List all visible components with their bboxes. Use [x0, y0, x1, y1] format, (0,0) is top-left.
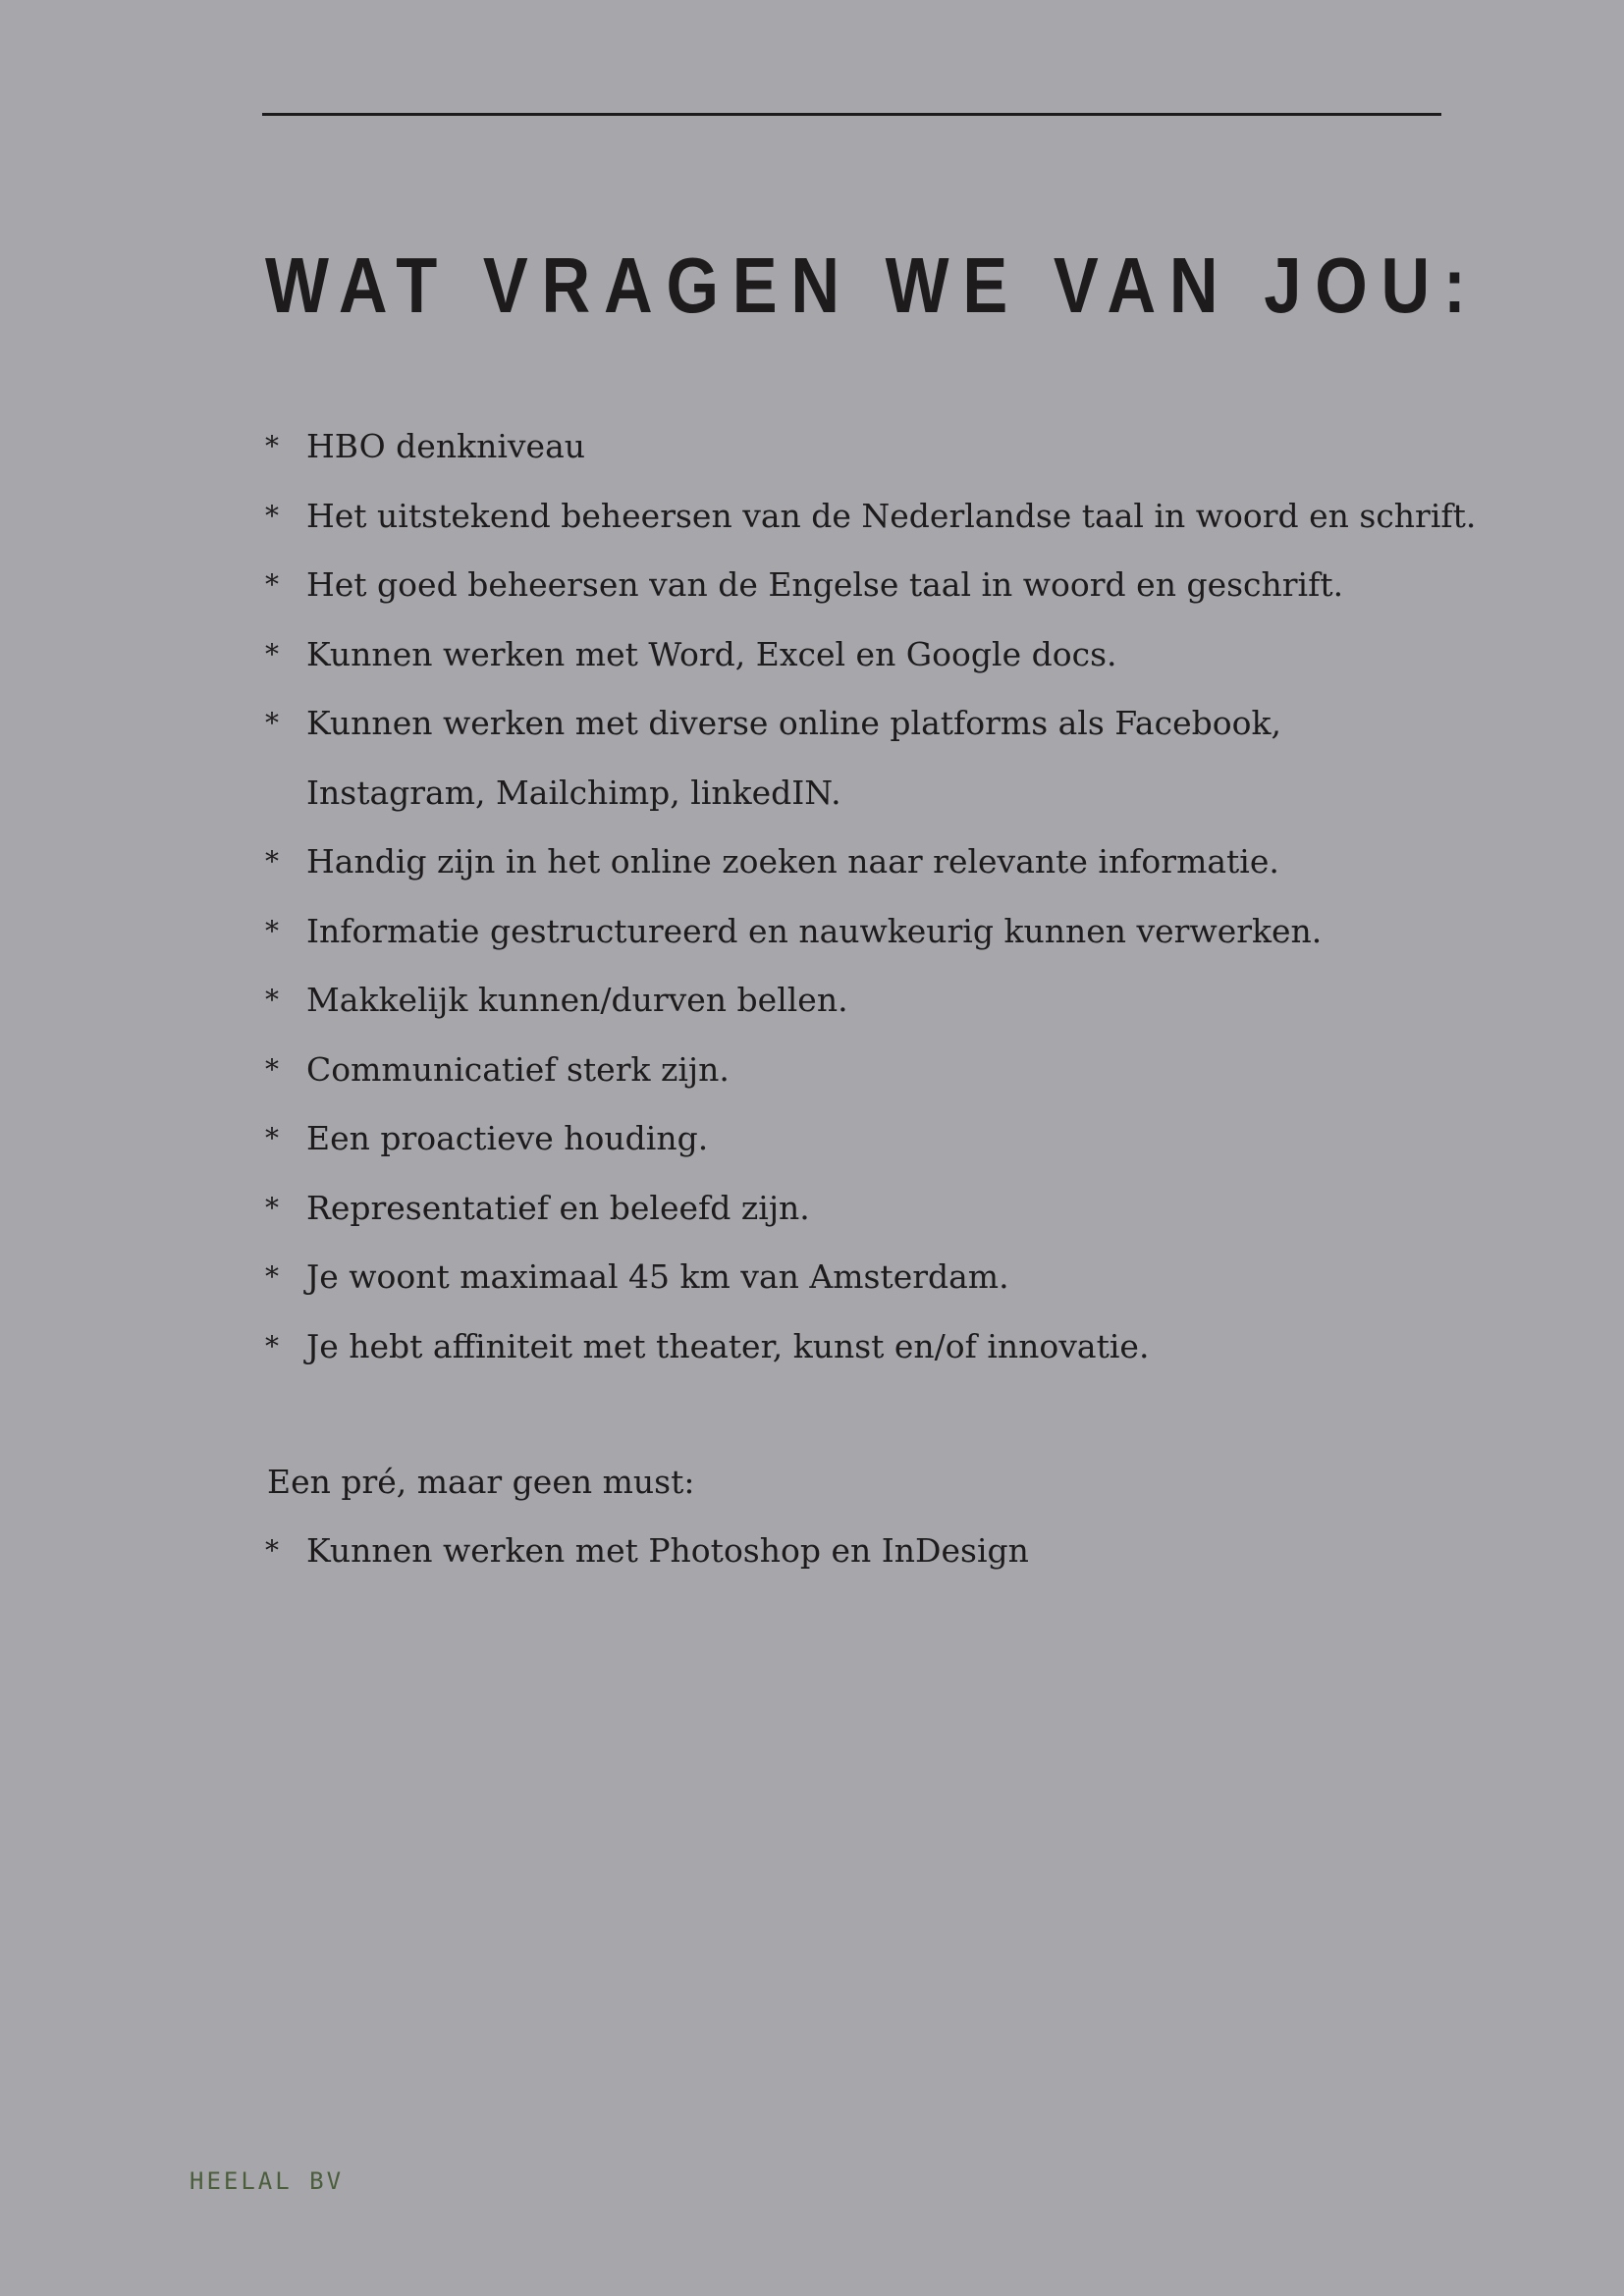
page-title: WAT VRAGEN WE VAN JOU:	[265, 241, 1480, 329]
bullet-icon: *	[265, 430, 279, 462]
list-item-text: Je woont maximaal 45 km van Amsterdam.	[306, 1257, 1009, 1296]
bullet-icon: *	[265, 914, 279, 947]
list-item-text: HBO denkniveau	[306, 427, 585, 465]
list-item-text: Het goed beheersen van de Engelse taal in woord en geschrift.	[306, 565, 1344, 604]
bullet-icon: *	[265, 1191, 279, 1224]
list-item-text: Makkelijk kunnen/durven bellen.	[306, 981, 848, 1019]
list-item-text: Communicatief sterk zijn.	[306, 1049, 730, 1089]
list-item-text: Kunnen werken met Word, Excel en Google docs.	[306, 634, 1117, 673]
list-item	[265, 1517, 1029, 1586]
bullet-icon: *	[265, 1260, 279, 1293]
bullet-icon: *	[265, 1534, 279, 1567]
list-item	[265, 966, 1542, 1036]
bullet-icon: *	[265, 568, 279, 601]
list-item-text: Handig zijn in het online zoeken naar relevante informatie.	[306, 842, 1279, 881]
list-item	[265, 689, 1542, 759]
list-item-continuation	[265, 759, 1542, 828]
list-item	[265, 551, 1542, 620]
list-item	[265, 1104, 1542, 1174]
top-rule	[262, 113, 1441, 116]
bullet-icon: *	[265, 637, 279, 670]
bullet-icon: *	[265, 1329, 279, 1362]
list-item	[265, 1312, 1542, 1382]
list-item	[265, 1036, 1542, 1105]
bullet-icon: *	[265, 707, 279, 739]
list-item	[265, 412, 1542, 482]
bullet-icon: *	[265, 984, 279, 1016]
bullet-icon: *	[265, 1052, 279, 1086]
list-item	[265, 620, 1542, 690]
nice-to-have-list	[265, 1517, 1029, 1586]
list-item-text: Representatief en beleefd zijn.	[306, 1188, 810, 1227]
list-item	[265, 1174, 1542, 1244]
bullet-icon: *	[265, 845, 279, 878]
list-item	[265, 828, 1542, 897]
list-item	[265, 1243, 1542, 1312]
list-item-text: Een proactieve houding.	[306, 1119, 709, 1157]
list-item-text: Informatie gestructureerd en nauwkeurig kunnen verwerken.	[306, 911, 1323, 950]
list-item	[265, 482, 1542, 552]
list-item-text: Het uitstekend beheersen van de Nederlandse taal in woord en schrift.	[306, 496, 1477, 535]
list-item	[265, 897, 1542, 967]
requirements-list	[265, 412, 1542, 1381]
list-item-text: Instagram, Mailchimp, linkedIN.	[306, 773, 841, 812]
list-item-text: Kunnen werken met diverse online platforms als Facebook,	[306, 704, 1281, 742]
bullet-icon: *	[265, 1122, 279, 1154]
nice-to-have-label: Een pré, maar geen must:	[267, 1463, 695, 1501]
list-item-text: Kunnen werken met Photoshop en InDesign	[306, 1531, 1029, 1570]
list-item-text: Je hebt affiniteit met theater, kunst en/of innovatie.	[306, 1326, 1150, 1365]
footer-company-name: HEELAL BV	[189, 2167, 345, 2195]
bullet-icon: *	[265, 499, 279, 532]
